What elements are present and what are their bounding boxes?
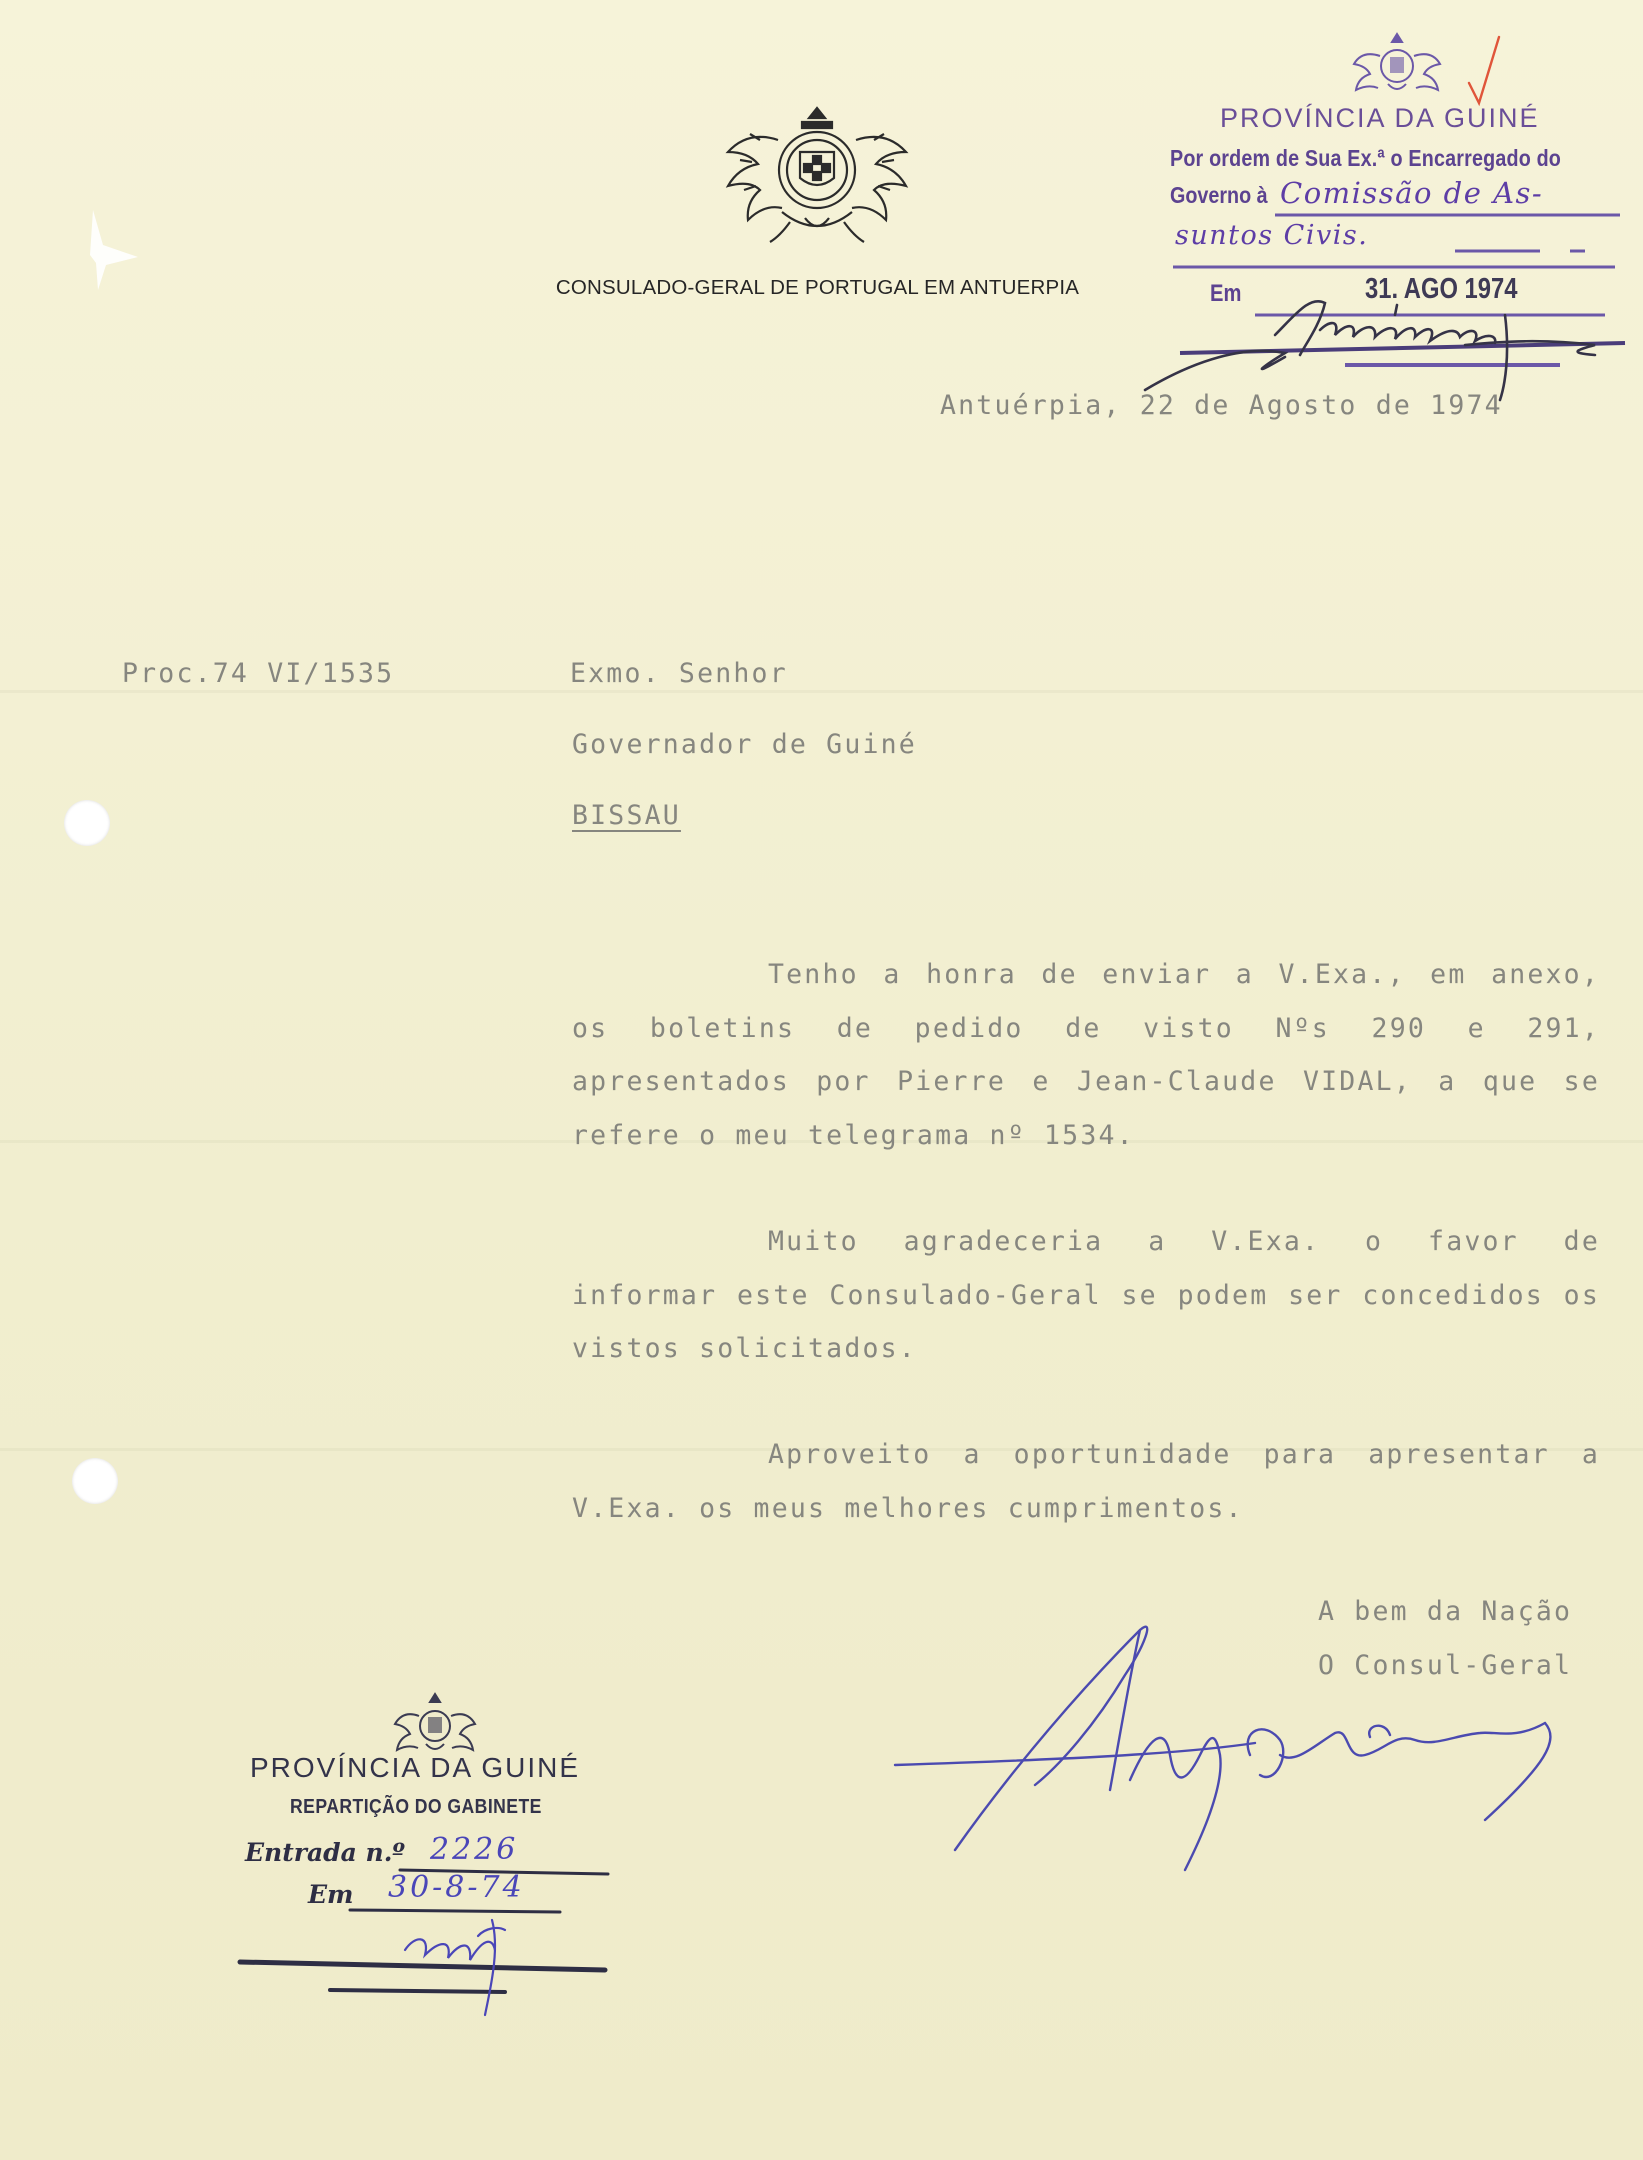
stamp-crest-icon: [1350, 30, 1445, 100]
body-paragraph: Tenho a honra de enviar a V.Exa., em anexo, os boletins de pedido de visto Nºs 290 e 291, apresentados por Pierre e Jean-Claude VIDAL, a que se refere o meu telegrama nº 1534.: [572, 959, 1600, 1151]
handwritten-destination-continued: suntos Civis.: [1175, 220, 1369, 251]
addressee-city: BISSAU: [572, 800, 681, 831]
stamp-em-label: Em: [1210, 280, 1242, 307]
addressee-salutation: Exmo. Senhor: [570, 658, 788, 689]
stamp-lines: [230, 1840, 630, 2020]
received-stamp-bottom: [230, 1690, 630, 2020]
handwritten-destination: Comissão de As-: [1280, 176, 1544, 210]
stamp-subtitle: REPARTIÇÃO DO GABINETE: [290, 1796, 542, 1818]
punch-hole: [64, 800, 110, 846]
stamp-crest-icon: [390, 1690, 480, 1760]
stamp-title: PROVÍNCIA DA GUINÉ: [250, 1752, 581, 1783]
official-signature-top: [1125, 275, 1635, 405]
paper-tear-mark: [88, 205, 168, 295]
stamp-title: PROVÍNCIA DA GUINÉ: [1220, 103, 1540, 133]
date-line: Antuérpia, 22 de Agosto de 1974: [940, 390, 1503, 421]
letterhead-org: CONSULADO-GERAL DE PORTUGAL EM ANTUERPIA: [555, 276, 1080, 299]
punch-hole: [72, 1458, 118, 1504]
body-paragraph: Muito agradeceria a V.Exa. o favor de informar este Consulado-Geral se podem ser concedidos os vistos solicitados.: [572, 1226, 1600, 1364]
body-paragraph: Aproveito a oportunidade para apresentar a V.Exa. os meus melhores cumprimentos.: [572, 1439, 1600, 1524]
stamp-date: 30-8-74: [388, 1870, 525, 1905]
coat-of-arms-icon: [720, 100, 915, 250]
stamp-line-prefix: Governo à: [1170, 182, 1268, 208]
entrada-label: Entrada n.º: [245, 1838, 405, 1867]
paper-fold: [0, 690, 1643, 693]
signatory-title: O Consul-Geral: [1318, 1650, 1573, 1681]
entrada-number: 2226: [430, 1832, 519, 1867]
reference-number: Proc.74 VI/1535: [122, 658, 395, 689]
stamp-date: 31. AGO 1974: [1365, 273, 1518, 305]
addressee-title: Governador de Guiné: [572, 729, 917, 760]
received-stamp-top: [1165, 25, 1635, 370]
checkmark-icon: [1465, 33, 1505, 108]
stamp-em-label: Em: [308, 1880, 354, 1909]
closing-line: A bem da Nação: [1318, 1596, 1573, 1627]
stamp-line: Por ordem de Sua Ex.ª o Encarregado do: [1170, 145, 1562, 171]
consul-signature: [895, 1615, 1643, 1875]
